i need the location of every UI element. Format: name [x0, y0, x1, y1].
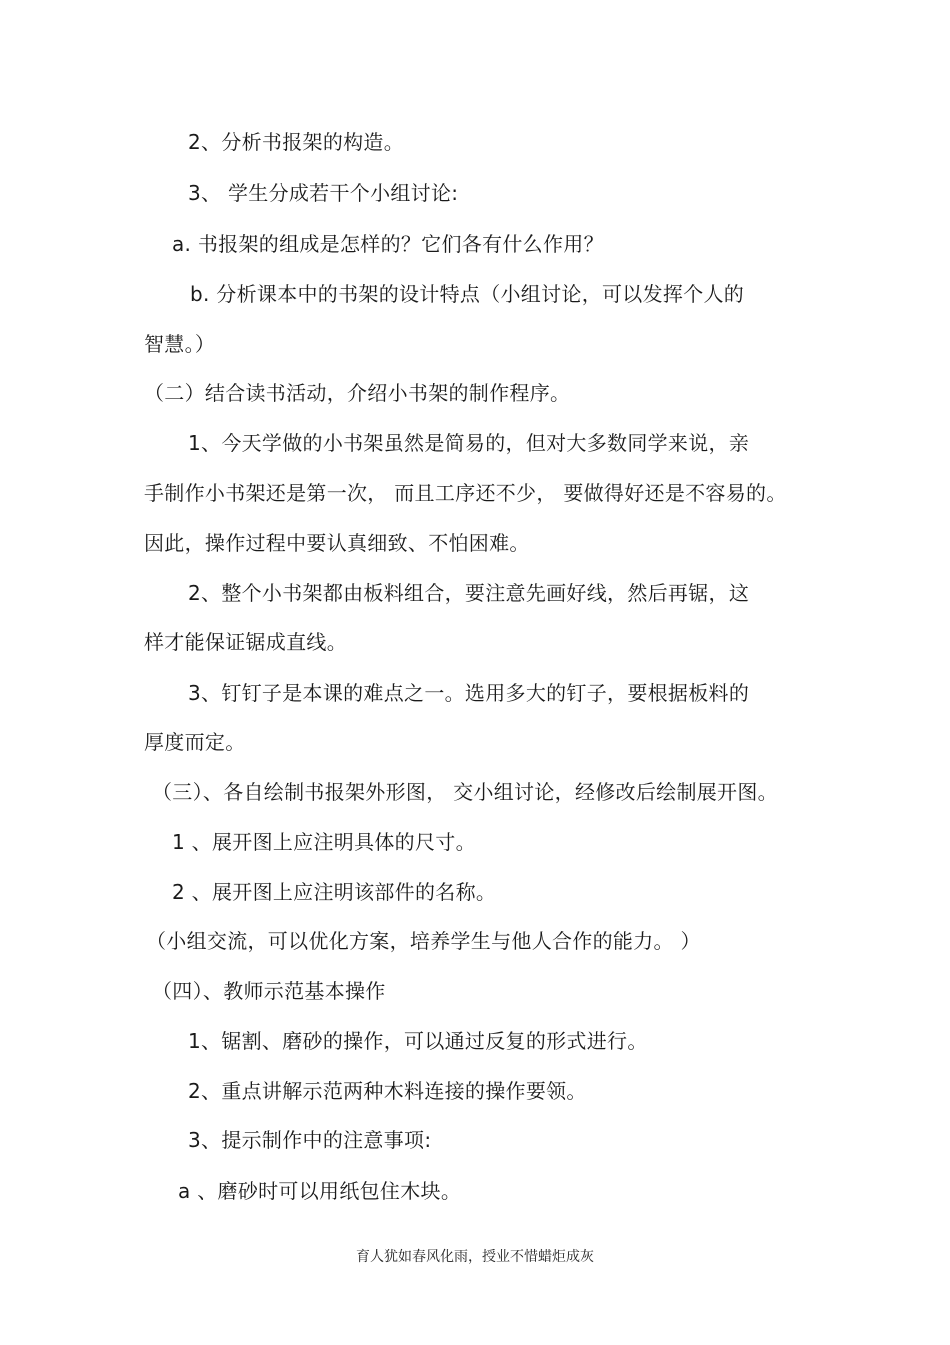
text-line: 2、重点讲解示范两种木料连接的操作要领。: [188, 1079, 587, 1103]
section-heading: （四）、教师示范基本操作: [152, 979, 386, 1003]
text-line: 手制作小书架还是第一次， 而且工序还不少， 要做得好还是不容易的。: [144, 481, 787, 505]
text-line: 3、 学生分成若干个小组讨论:: [188, 181, 459, 205]
text-line: a 、磨砂时可以用纸包住木块。: [178, 1179, 462, 1203]
text-line: 2、分析书报架的构造。: [188, 130, 405, 154]
text-line: 智慧。）: [144, 332, 216, 356]
text-line: 1 、展开图上应注明具体的尺寸。: [172, 830, 476, 854]
text-line: 2、整个小书架都由板料组合，要注意先画好线，然后再锯，这: [188, 581, 750, 605]
text-line: 厚度而定。: [144, 730, 246, 754]
text-line: b. 分析课本中的书架的设计特点（小组讨论，可以发挥个人的: [190, 282, 745, 306]
text-line: （小组交流，可以优化方案，培养学生与他人合作的能力。 ）: [146, 929, 701, 953]
section-heading: （二）结合读书活动，介绍小书架的制作程序。: [144, 381, 571, 405]
text-line: 1、锯割、磨砂的操作，可以通过反复的形式进行。: [188, 1029, 648, 1053]
text-line: 因此，操作过程中要认真细致、不怕困难。: [144, 531, 530, 555]
text-line: a. 书报架的组成是怎样的？它们各有什么作用？: [172, 232, 604, 256]
page-footer: 育人犹如春风化雨，授业不惜蜡炬成灰: [356, 1249, 594, 1265]
section-heading: （三）、各自绘制书报架外形图， 交小组讨论，经修改后绘制展开图。: [152, 780, 778, 804]
text-line: 样才能保证锯成直线。: [144, 630, 347, 654]
text-line: 1、今天学做的小书架虽然是简易的，但对大多数同学来说，亲: [188, 431, 750, 455]
text-line: 3、钉钉子是本课的难点之一。选用多大的钉子，要根据板料的: [188, 681, 750, 705]
text-line: 2 、展开图上应注明该部件的名称。: [172, 880, 497, 904]
text-line: 3、提示制作中的注意事项:: [188, 1128, 432, 1152]
